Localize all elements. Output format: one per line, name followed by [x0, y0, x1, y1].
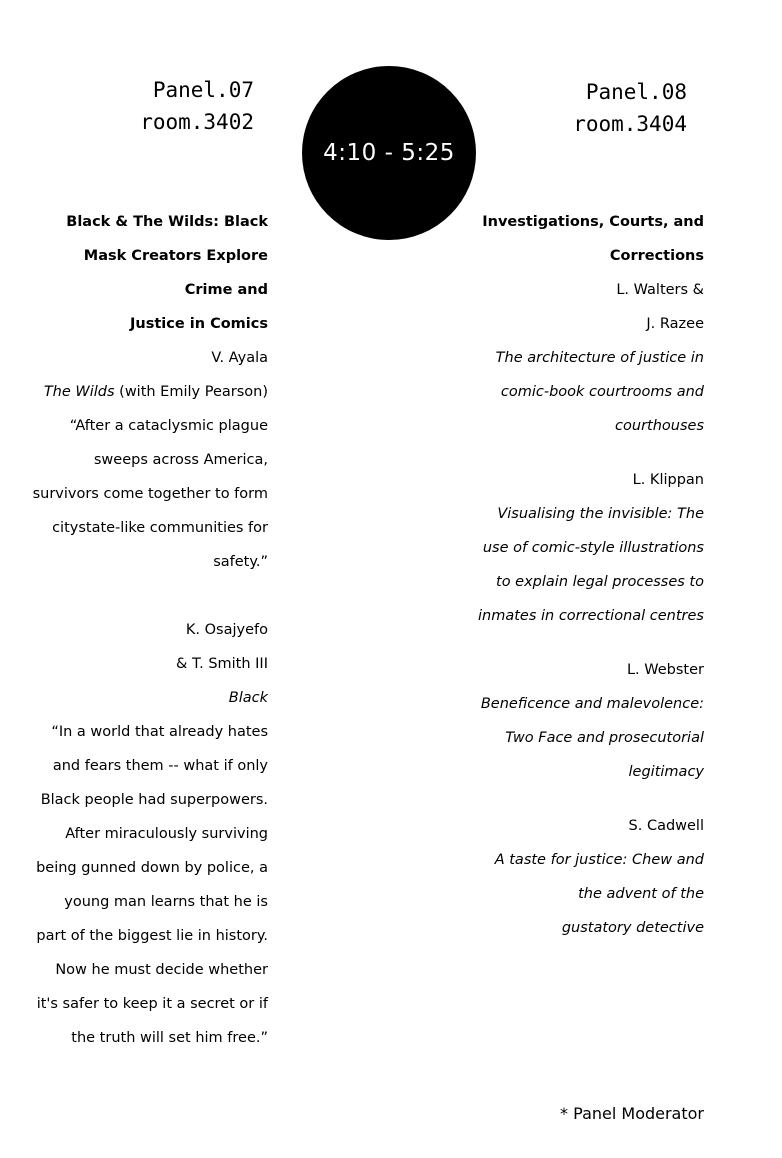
panel-title-line: Justice in Comics	[130, 316, 268, 332]
talk-title-line: comic-book courtrooms and	[500, 384, 704, 400]
presenter-name: S. Cadwell	[628, 818, 704, 834]
presenter-name: V. Ayala	[211, 350, 268, 366]
talk-title-line: A taste for justice: Chew and	[494, 852, 704, 868]
panel-title-line: Black & The Wilds: Black	[66, 214, 268, 230]
talk-title-line: gustatory detective	[561, 920, 704, 936]
work-description-line: the truth will set him free.”	[71, 1030, 268, 1046]
talk-title-line: The architecture of justice in	[495, 350, 704, 366]
presenter-name: L. Walters &	[616, 282, 704, 298]
talk-title-line: the advent of the	[578, 886, 704, 902]
work-description-line: Black people had superpowers.	[40, 792, 268, 808]
presenter-name: L. Klippan	[632, 472, 704, 488]
talk-title-line: use of comic-style illustrations	[482, 540, 704, 556]
work-description-line: safety.”	[213, 554, 268, 570]
spacer	[404, 789, 704, 809]
work-description-line: it's safer to keep it a secret or if	[36, 996, 268, 1012]
panel-title-line: Mask Creators Explore	[83, 248, 268, 264]
time-slot-text: 4:10 - 5:25	[323, 140, 455, 166]
panel-number: Panel.08	[585, 80, 687, 104]
spacer	[404, 633, 704, 653]
presenter-name: J. Razee	[646, 316, 704, 332]
work-credit	[8, 375, 268, 409]
talk-title-line: legitimacy	[628, 764, 704, 780]
work-description-line: part of the biggest lie in history.	[36, 928, 268, 944]
panel-number: Panel.07	[152, 78, 254, 102]
talk-title-line: Visualising the invisible: The	[497, 506, 704, 522]
talk-title-line: Beneficence and malevolence:	[480, 696, 704, 712]
talk-title-line: to explain legal processes to	[496, 574, 704, 590]
work-title: Black	[228, 690, 268, 706]
work-description-line: Now he must decide whether	[55, 962, 268, 978]
work-collaborator: (with Emily Pearson)	[114, 384, 268, 400]
presenter-name: L. Webster	[626, 662, 704, 678]
work-description-line: After miraculously surviving	[65, 826, 268, 842]
panel-title-line: Investigations, Courts, and	[482, 214, 704, 230]
panel-title-line: Corrections	[609, 248, 704, 264]
panel-moderator-note: * Panel Moderator	[560, 1104, 704, 1123]
spacer	[8, 579, 268, 613]
room-number: room.3404	[573, 112, 687, 136]
talk-title-line: courthouses	[615, 418, 704, 434]
panel-08-header	[573, 76, 687, 140]
panel-07-column	[8, 205, 268, 1055]
presenter-name: K. Osajyefo	[185, 622, 268, 638]
spacer	[404, 443, 704, 463]
talk-title-line: inmates in correctional centres	[478, 608, 704, 624]
work-description-line: and fears them -- what if only	[52, 758, 268, 774]
work-description-line: being gunned down by police, a	[36, 860, 268, 876]
work-title: The Wilds	[43, 384, 115, 400]
panel-07-header	[140, 74, 254, 138]
work-description-line: young man learns that he is	[64, 894, 268, 910]
presenter-name: & T. Smith III	[176, 656, 268, 672]
panel-title-line: Crime and	[184, 282, 268, 298]
work-description-line: “In a world that already hates	[51, 724, 268, 740]
work-description-line: survivors come together to form	[32, 486, 268, 502]
work-description-line: sweeps across America,	[93, 452, 268, 468]
work-description-line: “After a cataclysmic plague	[69, 418, 268, 434]
panel-08-column	[404, 205, 704, 945]
room-number: room.3402	[140, 110, 254, 134]
talk-title-line: Two Face and prosecutorial	[505, 730, 704, 746]
work-description-line: citystate-like communities for	[52, 520, 268, 536]
